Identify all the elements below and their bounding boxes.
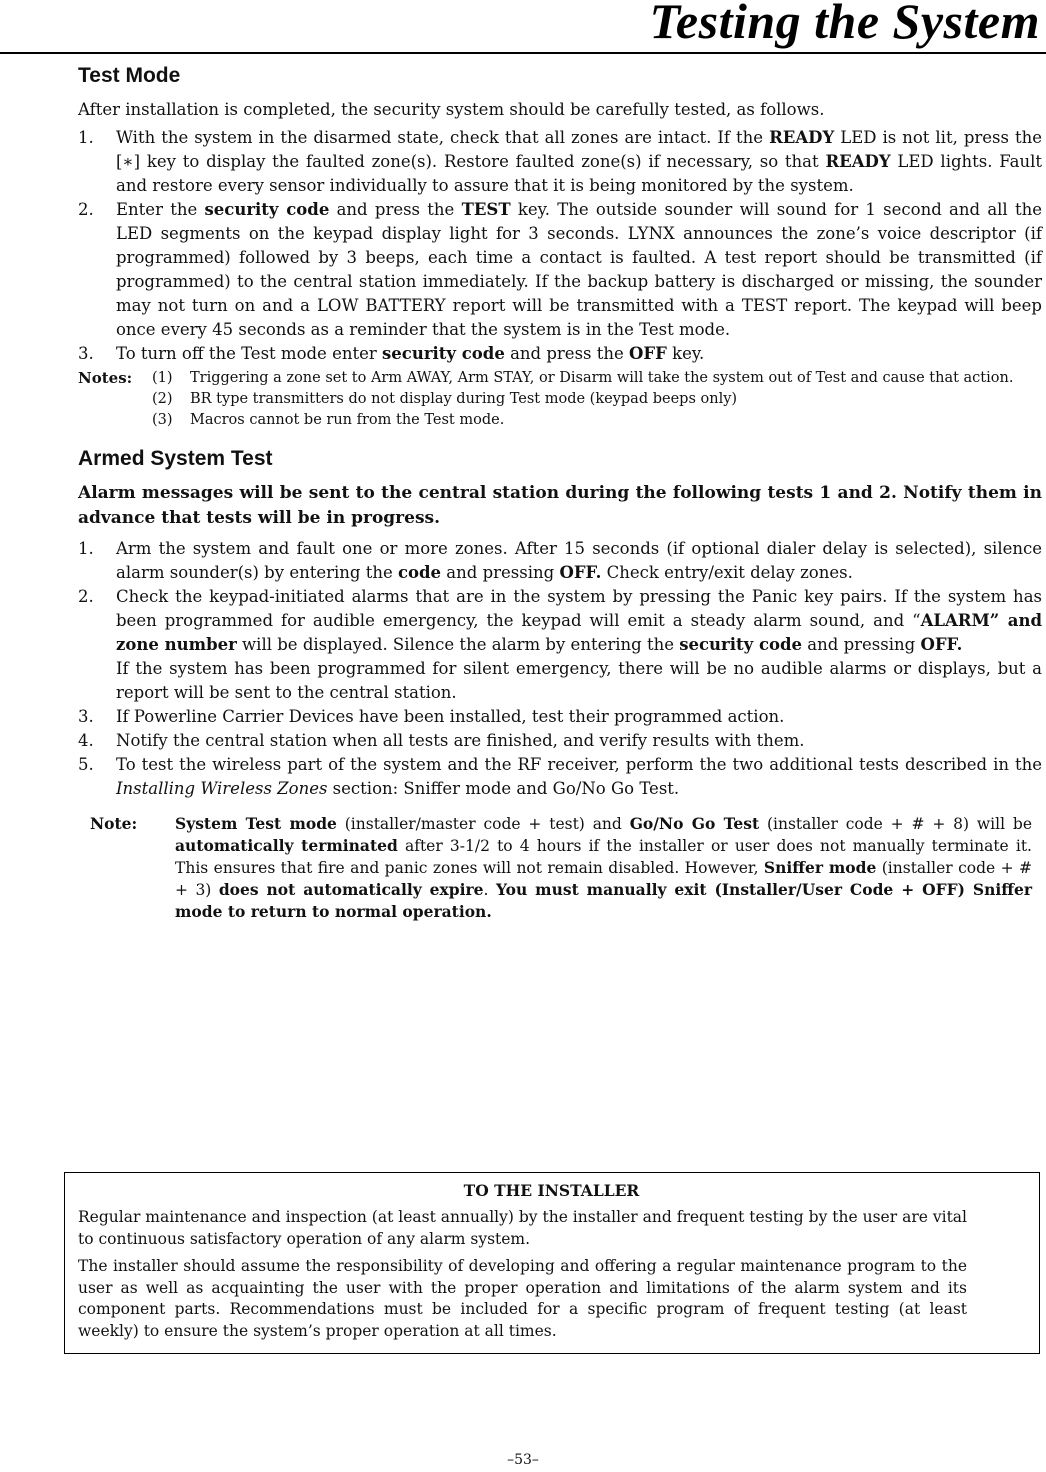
text-run: and press the (329, 200, 462, 219)
text-run: LED lights. Fault and restore every sensor individually to assure that it is being monitored by the system. (116, 152, 1042, 195)
step-number: 2. (78, 587, 94, 606)
note-text: Macros cannot be run from the Test mode. (190, 412, 505, 428)
note-number: (2) (152, 391, 173, 407)
note-number: (3) (152, 412, 173, 428)
armed-test-heading: Armed System Test (78, 447, 273, 470)
text-run: With the system in the disarmed state, check that all zones are intact. If the (116, 128, 770, 147)
armed-test-step (78, 729, 1042, 753)
note-label: Note: (90, 814, 138, 833)
bold-text: OFF. (559, 563, 602, 582)
bold-text: code (397, 563, 442, 582)
test-mode-notes (78, 368, 1042, 431)
step-text (116, 755, 1042, 798)
step-number: 5. (78, 755, 94, 774)
page-header (0, 0, 1046, 54)
text-run: Check the keypad-initiated alarms that are in the system by pressing the Panic key pairs. If the system has been programmed for audible emergency, the keypad will emit a steady alarm sound, and “ (116, 587, 1042, 630)
note-text: Triggering a zone set to Arm AWAY, Arm STAY, or Disarm will take the system out of Test and cause that action. (190, 370, 1014, 386)
test-mode-intro: After installation is completed, the security system should be carefully tested, as follows. (78, 100, 825, 119)
bold-text: ALARM” and zone number (116, 611, 1042, 654)
bold-text: automatically terminated (175, 836, 398, 855)
armed-test-step (78, 537, 1042, 585)
text-run: and pressing (441, 563, 560, 582)
armed-test-warning: Alarm messages will be sent to the central station during the following tests 1 and 2. Notify them in advance that tests will be in progress. (78, 483, 1042, 528)
test-mode-section (78, 64, 1042, 431)
step-text (116, 344, 704, 363)
note-item (78, 389, 1042, 410)
bold-text: READY (825, 152, 891, 171)
step-text (116, 539, 1042, 582)
armed-test-step (78, 753, 1042, 801)
bold-text: security code (382, 344, 505, 363)
note-item (78, 410, 1042, 431)
text-run: and press the (504, 344, 630, 363)
bold-text: You must manually exit (Installer/User Code + OFF) Sniffer mode to return to normal operation. (175, 880, 1032, 921)
installer-box (64, 1172, 1040, 1354)
note-body (175, 815, 1032, 921)
step-extra-text: If the system has been programmed for silent emergency, there will be no audible alarms or displays, but a report will be sent to the central station. (116, 659, 1042, 702)
bold-text: Sniffer mode (763, 858, 877, 877)
installer-box-para-2: The installer should assume the responsibility of developing and offering a regular maintenance program to the user as well as acquainting the user with the proper operation and limitations of the alarm system and its component parts. Recommendations must be included for a specific program of frequent testing (at least weekly) to ensure the system’s proper operation at all times. (78, 1257, 967, 1340)
bold-text: OFF. (920, 635, 963, 654)
step-text (116, 707, 784, 726)
step-number: 3. (78, 707, 94, 726)
note-item (78, 368, 1042, 389)
step-number: 2. (78, 200, 94, 219)
armed-test-step (78, 585, 1042, 705)
note-number: (1) (152, 370, 173, 386)
text-run: will be displayed. Silence the alarm by entering the (236, 635, 680, 654)
bold-text: System Test mode (175, 814, 337, 833)
bold-text: security code (204, 200, 330, 219)
main-content (78, 64, 1042, 923)
bold-text: Go/No Go Test (629, 814, 760, 833)
text-run: after 3-1/2 to 4 hours if the installer or user does not manually terminate it. This ensures that fire and panic zones will not remain disabled. However, (175, 837, 1032, 877)
text-run: LED is not lit, press the [∗] key to display the faulted zone(s). Restore faulted zone(s) if necessary, so that (116, 128, 1042, 171)
bold-text: does not automatically expire (218, 880, 484, 899)
bold-text: TEST (461, 200, 511, 219)
text-run: (installer code + # + 8) will be (759, 815, 1032, 833)
text-run: Enter the (116, 200, 205, 219)
step-number: 3. (78, 344, 94, 363)
text-run: key. (666, 344, 705, 363)
installer-box-para-1: Regular maintenance and inspection (at least annually) by the installer and frequent testing by the user are vital to continuous satisfactory operation of any alarm system. (78, 1208, 967, 1248)
step-text (116, 128, 1042, 195)
text-run: section: Sniffer mode and Go/No Go Test. (327, 779, 680, 798)
test-mode-heading: Test Mode (78, 64, 181, 87)
step-text (116, 587, 1042, 654)
installer-box-title: TO THE INSTALLER (463, 1181, 640, 1200)
notes-label: Notes: (78, 369, 133, 387)
bold-text: security code (679, 635, 803, 654)
text-run: Arm the system and fault one or more zones. After 15 seconds (if optional dialer delay is selected), silence alarm sounder(s) by entering the (116, 539, 1042, 582)
italic-text: Installing Wireless Zones (116, 779, 328, 798)
text-run: Check entry/exit delay zones. (601, 563, 853, 582)
text-run: If Powerline Carrier Devices have been installed, test their programmed action. (116, 707, 785, 726)
armed-test-step (78, 705, 1042, 729)
text-run: (installer/master code + test) and (336, 815, 630, 833)
page-number: –53– (507, 1452, 539, 1468)
test-mode-step (78, 126, 1042, 198)
text-run: Notify the central station when all tests are finished, and verify results with them. (116, 731, 805, 750)
text-run: and pressing (802, 635, 921, 654)
step-text (116, 731, 805, 750)
armed-test-note (90, 813, 1032, 923)
step-number: 4. (78, 731, 94, 750)
step-number: 1. (78, 128, 94, 147)
text-run: key. The outside sounder will sound for 1 second and all the LED segments on the keypad display light for 3 seconds. LYNX announces the zone’s voice descriptor (if programmed) followed by 3 beeps, each time a contact is faulted. A test report should be transmitted (if programmed) to the central station immediately. If the backup battery is discharged or missing, the sounder may not turn on and a LOW BATTERY report will be transmitted with a TEST report. The keypad will beep once every 45 seconds as a reminder that the system is in the Test mode. (116, 200, 1042, 339)
armed-test-section (78, 447, 1042, 923)
bold-text: READY (769, 128, 835, 147)
text-run: To test the wireless part of the system and the RF receiver, perform the two additional tests described in the (116, 755, 1042, 774)
test-mode-step (78, 342, 1042, 366)
test-mode-steps (78, 126, 1042, 366)
page-title: Testing the System (649, 0, 1040, 49)
armed-test-steps (78, 537, 1042, 801)
test-mode-step (78, 198, 1042, 342)
step-number: 1. (78, 539, 94, 558)
text-run: To turn off the Test mode enter (116, 344, 382, 363)
bold-text: OFF (629, 344, 667, 363)
note-text: BR type transmitters do not display during Test mode (keypad beeps only) (190, 391, 738, 407)
step-text (116, 200, 1042, 339)
text-run: (installer code + # + 3) (175, 859, 1032, 899)
text-run: . (483, 881, 496, 899)
